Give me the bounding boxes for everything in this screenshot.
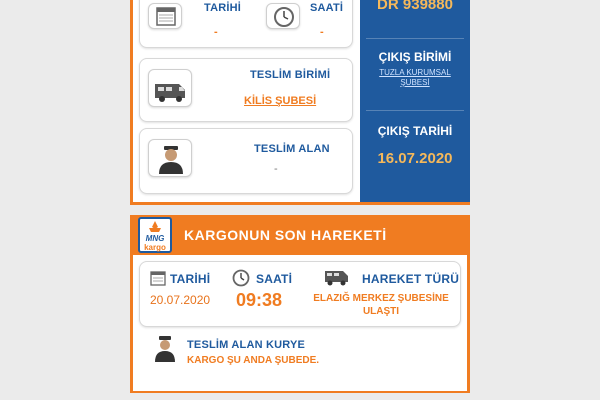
clock-icon	[267, 4, 301, 30]
calendar-icon	[150, 270, 166, 286]
exit-date-label: ÇIKIŞ TARİHİ	[377, 124, 453, 138]
delivery-unit-card	[139, 58, 353, 122]
received-by-value: -	[274, 163, 278, 175]
arrival-date-value: -	[214, 26, 218, 38]
courier-label: TESLİM ALAN KURYE	[187, 339, 306, 351]
arrival-time-label: SAATİ	[310, 2, 344, 14]
calendar-icon	[149, 4, 183, 30]
van-icon	[149, 70, 193, 108]
exit-date-value: 16.07.2020	[377, 150, 453, 167]
received-by-label: TESLİM ALAN	[254, 143, 330, 155]
movement-date-value: 20.07.2020	[150, 293, 211, 307]
arrival-time-value: -	[320, 26, 324, 38]
van-icon	[324, 268, 354, 286]
exit-unit-link[interactable]: TUZLA KURUMSAL ŞUBESİ	[379, 68, 451, 87]
shipment-details-panel	[130, 0, 470, 205]
clock-icon	[232, 269, 250, 287]
van-icon-box	[148, 69, 192, 107]
delivery-unit-link[interactable]: KİLİS ŞUBESİ	[244, 95, 317, 107]
person-icon-box	[148, 139, 192, 177]
shipment-summary-sidebar	[360, 0, 470, 202]
exit-unit-label: ÇIKIŞ BİRİMİ	[378, 50, 452, 64]
last-movement-card	[139, 261, 461, 327]
movement-time-value: 09:38	[236, 290, 283, 310]
shipment-details-body	[133, 0, 360, 202]
logo-mng-text: MNG	[145, 234, 165, 243]
movement-type-label: HAREKET TÜRÜ	[362, 272, 460, 286]
last-movement-title: KARGONUN SON HAREKETİ	[184, 227, 387, 243]
courier-status-value: KARGO ŞU ANDA ŞUBEDE.	[187, 355, 320, 366]
received-by-card	[139, 128, 353, 194]
person-icon	[149, 140, 193, 178]
courier-icon	[153, 335, 177, 363]
delivery-unit-label: TESLİM BİRİMİ	[250, 69, 331, 81]
mng-kargo-logo	[138, 217, 172, 253]
movement-type-value: ELAZIĞ MERKEZ ŞUBESİNE ULAŞTI	[313, 293, 449, 317]
clock-icon-box	[266, 3, 300, 29]
arrival-date-label: TARİHİ	[204, 2, 242, 14]
last-movement-body	[133, 255, 467, 391]
logo-mark-icon	[140, 220, 170, 234]
movement-date-label: TARİHİ	[170, 272, 211, 286]
tracking-number: DR 939880	[377, 0, 453, 13]
calendar-icon-box	[148, 3, 182, 29]
last-movement-header	[130, 215, 470, 255]
movement-time-label: SAATİ	[256, 272, 293, 286]
arrival-datetime-card	[139, 0, 353, 48]
last-movement-panel	[130, 215, 470, 393]
logo-kargo-text: kargo	[144, 243, 166, 252]
